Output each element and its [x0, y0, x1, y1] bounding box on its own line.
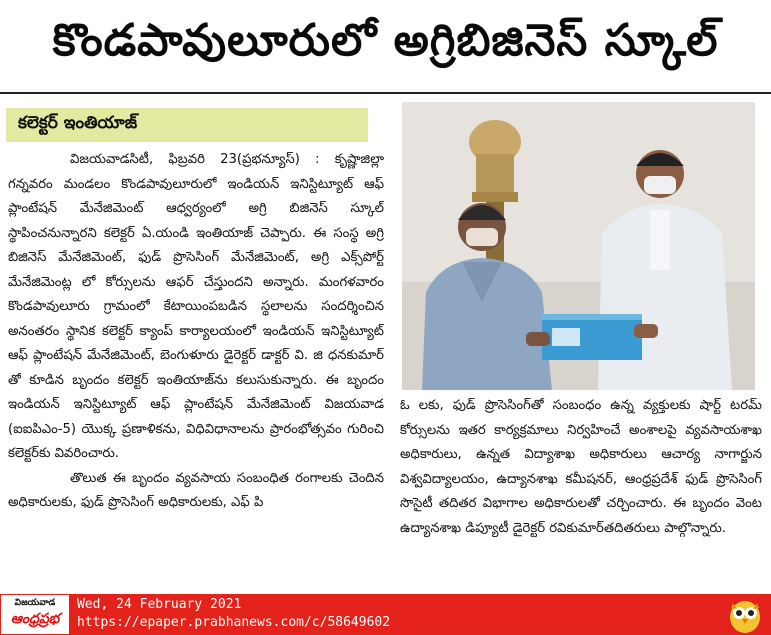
newspaper-logo	[0, 594, 70, 635]
headline: కొండపావులూరులో అగ్రిబిజినెస్ స్కూల్	[52, 15, 719, 66]
publish-date: Wed, 24 February 2021	[77, 597, 242, 612]
footer-bar	[0, 594, 771, 635]
logo-edition: విజయవాడ	[14, 598, 56, 608]
byline-box	[6, 108, 368, 142]
paragraph: తొలుత ఈ బృందం వ్యవసాయ సంబంధిత రంగాలకు చెందిన అధికారులకు, ఫుడ్ ప్రొసెసింగ్ అధికారులకు, ఎఫ్ పి	[8, 470, 384, 510]
paragraph: విజయవాడసిటీ, ఫిబ్రవరి 23(ప్రభన్యూస్) : కృష్ణాజిల్లా గన్నవరం మండలం కొండపావులూరులో ఇండియన్ ఇనిస్టిట్యూట్ ఆఫ్ ప్లాంటేషన్ మేనేజిమెంట్ ఆధ్వర్యంలో అగ్రి బిజినెస్ స్కూల్ స్థాపించనున్నారని కలెక్టర్ ఏ.యండి ఇంతియాజ్ చెప్పారు. ఈ సంస్థ అగ్రి బిజినెస్ మేనేజిమెంట్, ఫుడ్ ప్రొసెసింగ్ మేనేజిమెంట్, అగ్రి ఎక్స్‌పోర్ట్ మేనేజిమెంట్ల లో కోర్సులను ఆఫర్ చేస్తుందని అన్నారు. మంగళవారం కొండపావులూరు గ్రామంలో కేటాయింపబడిన స్థలాలను సందర్శించిన అనంతరం స్థానిక కలెక్టర్ క్యాంప్ కార్యాలయంలో ఇండియన్ ఇనిస్టిట్యూట్ ఆఫ్ ప్లాంటేషన్ మేనేజిమెంట్, బెంగుళూరు డైరెక్టర్ డాక్టర్ వి. జి ధనకుమార్ తో కూడిన బృందం కలెక్టర్ ఇంతియాజ్‌ను కలుసుకున్నారు. ఈ బృందం ఇండియన్ ఇనిస్టిట్యూట్ ఆఫ్ ప్లాంటేషన్ మేనేజిమెంట్ విజయవాడ (ఐఐపిఎం-5) యొక్క ప్రణాళికను, విధివిధానాలను ప్రారంభోత్సవం గురించి కలెక్టర్‌కు వివరించారు.	[8, 152, 384, 461]
photo-illustration	[402, 102, 755, 390]
headline-rule	[0, 92, 771, 94]
right-column	[400, 394, 762, 592]
gift-box-figure	[526, 314, 658, 360]
byline-text: కలెక్టర్ ఇంతియాజ్	[18, 113, 138, 133]
owl-mascot-icon	[725, 595, 765, 635]
left-column	[8, 148, 384, 592]
epaper-link[interactable]: https://epaper.prabhanews.com/c/58649602	[77, 615, 391, 630]
article-photo	[402, 102, 755, 390]
logo-title: ఆంధ్రప్రభ	[10, 611, 60, 627]
paragraph: ఓ లకు, ఫుడ్ ప్రొసెసింగ్‌తో సంబంధం ఉన్న వ్యక్తులకు షార్ట్ టరమ్ కోర్సులను ఇతర కార్యక్రమాలు నిర్వహించే అంశాలపై వ్యవసాయశాఖ అధికారులు, ఉన్నత విద్యాశాఖ అధికారులు ఆచార్య నాగార్జున విశ్వవిద్యాలయం, ఉద్యానశాఖ కమీషనర్, ఆంధ్రప్రదేశ్ ఫుడ్ ప్రొసెసింగ్ సొసైటీ తదితర విభాగాల అధికారులతో చర్చించారు. ఈ బృందం వెంట ఉద్యానశాఖ డిప్యూటీ డైరెక్టర్ రవికుమార్‌తదితరులు పాల్గొన్నారు.	[400, 398, 762, 536]
